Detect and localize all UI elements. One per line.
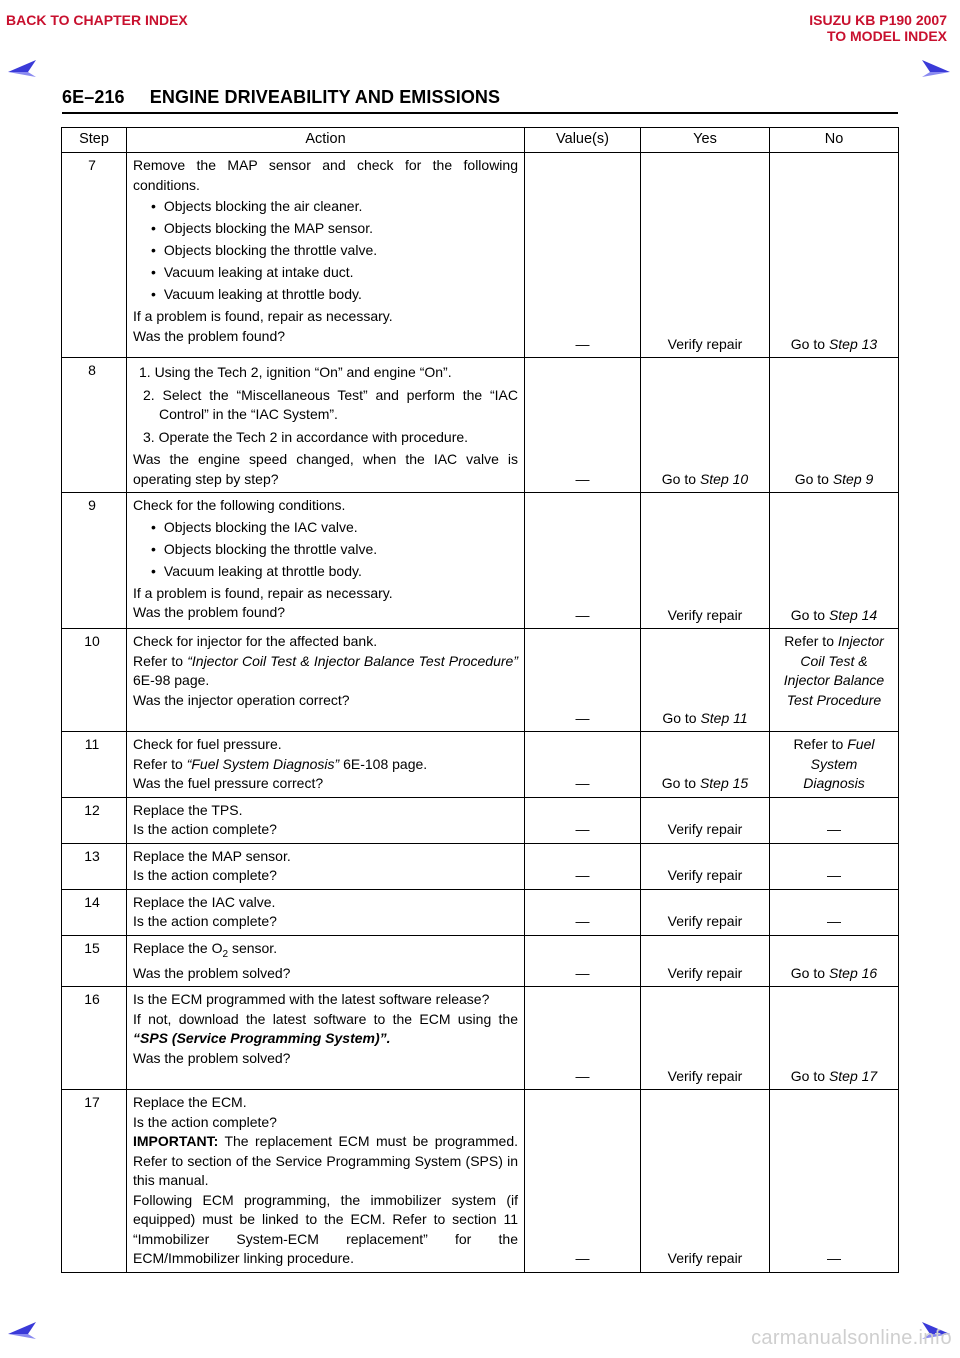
action-text: Replace the ECM. xyxy=(133,1094,247,1111)
no-cell xyxy=(770,629,899,732)
action-question: Is the action complete? xyxy=(133,1113,277,1130)
no-cell xyxy=(770,153,899,358)
table-row xyxy=(62,358,899,493)
step-link[interactable]: Step 11 xyxy=(700,709,748,726)
value-cell: — xyxy=(525,843,641,889)
no-prefix: Go to xyxy=(790,606,829,623)
yes-cell xyxy=(641,358,770,493)
previous-page-arrow-icon[interactable] xyxy=(8,60,38,78)
action-question: Was the engine speed changed, when the IAC valve is operating step by step? xyxy=(133,451,518,487)
condition-item: • Vacuum leaking at intake duct. xyxy=(133,263,518,283)
table-header-row xyxy=(62,128,899,153)
table-row xyxy=(62,732,899,798)
action-question: Was the fuel pressure correct? xyxy=(133,775,324,791)
action-cell xyxy=(127,732,525,798)
action-text: Check for fuel pressure. xyxy=(133,736,282,752)
step-link[interactable]: Step 10 xyxy=(699,470,749,487)
no-cell: — xyxy=(770,797,899,843)
condition-item: • Objects blocking the throttle valve. xyxy=(133,241,518,261)
step-number: 13 xyxy=(62,843,127,889)
step-number: 9 xyxy=(62,493,127,629)
action-cell xyxy=(127,629,525,732)
action-cell xyxy=(127,935,525,987)
action-text: Replace the MAP sensor. xyxy=(133,847,291,864)
value-cell: — xyxy=(525,987,641,1090)
yes-cell: Verify repair xyxy=(641,935,770,987)
value-cell: — xyxy=(525,629,641,732)
value-cell: — xyxy=(525,935,641,987)
step-link[interactable]: Step 15 xyxy=(699,775,749,791)
action-cell xyxy=(127,358,525,493)
yes-cell: Verify repair xyxy=(641,153,770,358)
condition-item: • Objects blocking the throttle valve. xyxy=(133,540,518,560)
action-cell xyxy=(127,153,525,358)
page-title: ENGINE DRIVEABILITY AND EMISSIONS xyxy=(149,87,501,107)
value-cell: — xyxy=(525,153,641,358)
action-reference xyxy=(133,755,518,775)
no-cell xyxy=(770,935,899,987)
yes-cell: Verify repair xyxy=(641,493,770,629)
no-cell xyxy=(770,493,899,629)
reference-link[interactable]: “Injector Coil Test & Injector Balance Test Procedure” xyxy=(187,652,518,669)
yes-cell xyxy=(641,732,770,798)
step-number: 7 xyxy=(62,153,127,358)
table-row xyxy=(62,935,899,987)
table-row xyxy=(62,889,899,935)
no-cell xyxy=(770,358,899,493)
no-cell: — xyxy=(770,889,899,935)
action-text-post: sensor. xyxy=(228,939,278,956)
step-link[interactable]: Step 16 xyxy=(828,964,878,981)
column-header-yes: Yes xyxy=(641,128,770,153)
reference-page: 6E-108 page. xyxy=(339,755,428,772)
subscript: 2 xyxy=(222,948,229,960)
step-number: 14 xyxy=(62,889,127,935)
action-cell xyxy=(127,493,525,629)
previous-page-arrow-bottom-icon[interactable] xyxy=(8,1322,38,1340)
back-to-chapter-index-link[interactable]: BACK TO CHAPTER INDEX xyxy=(6,12,188,28)
yes-prefix: Go to xyxy=(661,470,700,487)
action-text xyxy=(133,939,518,964)
action-text xyxy=(133,1010,518,1049)
no-prefix: Go to xyxy=(790,335,829,352)
yes-cell: Verify repair xyxy=(641,1090,770,1273)
table-row xyxy=(62,1090,899,1273)
step-number: 17 xyxy=(62,1090,127,1273)
action-question: Was the problem solved? xyxy=(133,964,291,981)
important-label: IMPORTANT: xyxy=(133,1133,219,1150)
to-model-index-link[interactable]: TO MODEL INDEX xyxy=(826,28,947,44)
step-number: 12 xyxy=(62,797,127,843)
table-row xyxy=(62,797,899,843)
yes-cell: Verify repair xyxy=(641,987,770,1090)
model-index-block xyxy=(809,12,947,44)
step-link[interactable]: Step 13 xyxy=(828,335,878,352)
action-cell xyxy=(127,843,525,889)
page-number: 6E–216 xyxy=(62,87,125,107)
refer-prefix: Refer to xyxy=(133,652,188,669)
yes-prefix: Go to xyxy=(661,775,700,791)
table-row xyxy=(62,629,899,732)
condition-item: • Vacuum leaking at throttle body. xyxy=(133,285,518,305)
yes-cell: Verify repair xyxy=(641,797,770,843)
action-question: Is the action complete? xyxy=(133,913,277,929)
action-question: Was the problem found? xyxy=(133,604,286,620)
action-cell xyxy=(127,987,525,1090)
model-name-link[interactable]: ISUZU KB P190 2007 xyxy=(809,12,947,28)
reference-link[interactable]: “SPS (Service Programming System)”. xyxy=(133,1030,391,1047)
no-prefix: Go to xyxy=(790,964,829,981)
action-text: If a problem is found, repair as necessary. xyxy=(133,584,393,601)
no-cell: — xyxy=(770,843,899,889)
action-text-pre: If not, download the latest software to the ECM using the xyxy=(133,1010,518,1027)
action-text: Following ECM programming, the immobilizer system (if equipped) must be linked to the ECM. Refer to section 11 “Immobilizer System-ECM replacement” for the ECM/Immobilizer linking procedure. xyxy=(133,1191,518,1267)
condition-item: • Objects blocking the air cleaner. xyxy=(133,197,518,217)
step-link[interactable]: Step 9 xyxy=(832,470,874,487)
page-header xyxy=(62,87,898,114)
value-cell: — xyxy=(525,797,641,843)
column-header-values: Value(s) xyxy=(525,128,641,153)
column-header-no: No xyxy=(770,128,899,153)
step-number: 8 xyxy=(62,358,127,493)
value-cell: — xyxy=(525,1090,641,1273)
action-cell xyxy=(127,797,525,843)
refer-prefix: Refer to xyxy=(133,755,187,772)
value-cell: — xyxy=(525,889,641,935)
watermark: carmanualsonline.info xyxy=(751,1327,952,1349)
reference-link[interactable]: Injector Coil Test & Injector Balance Test Procedure xyxy=(783,633,885,708)
procedure-item: 3. Operate the Tech 2 in accordance with procedure. xyxy=(143,428,469,445)
table-row xyxy=(62,843,899,889)
step-number: 15 xyxy=(62,935,127,987)
action-text: Replace the IAC valve. xyxy=(133,893,276,910)
reference-link[interactable]: Fuel System Diagnosis xyxy=(803,736,875,791)
diagnostic-procedure-table xyxy=(61,127,899,1273)
no-prefix: Go to xyxy=(790,1067,829,1084)
procedure-item: 1. Using the Tech 2, ignition “On” and engine “On”. xyxy=(139,364,452,380)
action-text: Check for injector for the affected bank. xyxy=(133,633,378,649)
condition-item: • Objects blocking the IAC valve. xyxy=(133,518,518,538)
table-row xyxy=(62,987,899,1090)
yes-cell: Verify repair xyxy=(641,843,770,889)
column-header-step: Step xyxy=(62,128,127,153)
action-text: Replace the TPS. xyxy=(133,801,243,818)
no-cell: — xyxy=(770,1090,899,1273)
step-link[interactable]: Step 17 xyxy=(828,1067,878,1084)
action-cell xyxy=(127,889,525,935)
condition-item: • Objects blocking the MAP sensor. xyxy=(133,219,518,239)
yes-cell xyxy=(641,629,770,732)
condition-item: • Vacuum leaking at throttle body. xyxy=(133,562,518,582)
action-text-pre: Replace the O xyxy=(133,939,223,956)
table-row xyxy=(62,153,899,358)
action-text: Is the ECM programmed with the latest software release? xyxy=(133,991,490,1008)
step-number: 16 xyxy=(62,987,127,1090)
no-prefix: Go to xyxy=(794,470,833,487)
action-reference xyxy=(133,652,518,691)
important-note xyxy=(133,1132,518,1191)
important-text: The replacement ECM must be programmed. Refer to section of the Service Programming System (SPS) in this manual. xyxy=(133,1133,518,1189)
action-text: If a problem is found, repair as necessary. xyxy=(133,308,393,324)
action-text: Check for the following conditions. xyxy=(133,497,346,513)
table-row xyxy=(62,493,899,629)
action-cell xyxy=(127,1090,525,1273)
no-cell xyxy=(770,987,899,1090)
action-question: Was the problem solved? xyxy=(133,1049,291,1066)
reference-link[interactable]: “Fuel System Diagnosis” xyxy=(186,755,340,772)
step-number: 11 xyxy=(62,732,127,798)
no-prefix: Refer to xyxy=(793,736,848,752)
action-text: Remove the MAP sensor and check for the following conditions. xyxy=(133,157,518,193)
column-header-action: Action xyxy=(127,128,525,153)
value-cell: — xyxy=(525,358,641,493)
step-link[interactable]: Step 14 xyxy=(828,606,878,623)
procedure-item: 2. Select the “Miscellaneous Test” and perform the “IAC Control” in the “IAC System”. xyxy=(143,386,518,422)
yes-cell: Verify repair xyxy=(641,889,770,935)
action-question: Is the action complete? xyxy=(133,821,277,837)
action-question: Is the action complete? xyxy=(133,867,277,883)
value-cell: — xyxy=(525,493,641,629)
next-page-arrow-icon[interactable] xyxy=(920,60,950,78)
reference-page: 6E-98 page. xyxy=(133,672,210,688)
action-question: Was the problem found? xyxy=(133,327,286,344)
yes-prefix: Go to xyxy=(662,709,701,726)
action-question: Was the injector operation correct? xyxy=(133,691,350,708)
step-number: 10 xyxy=(62,629,127,732)
no-cell xyxy=(770,732,899,798)
value-cell: — xyxy=(525,732,641,798)
no-prefix: Refer to xyxy=(784,633,838,649)
